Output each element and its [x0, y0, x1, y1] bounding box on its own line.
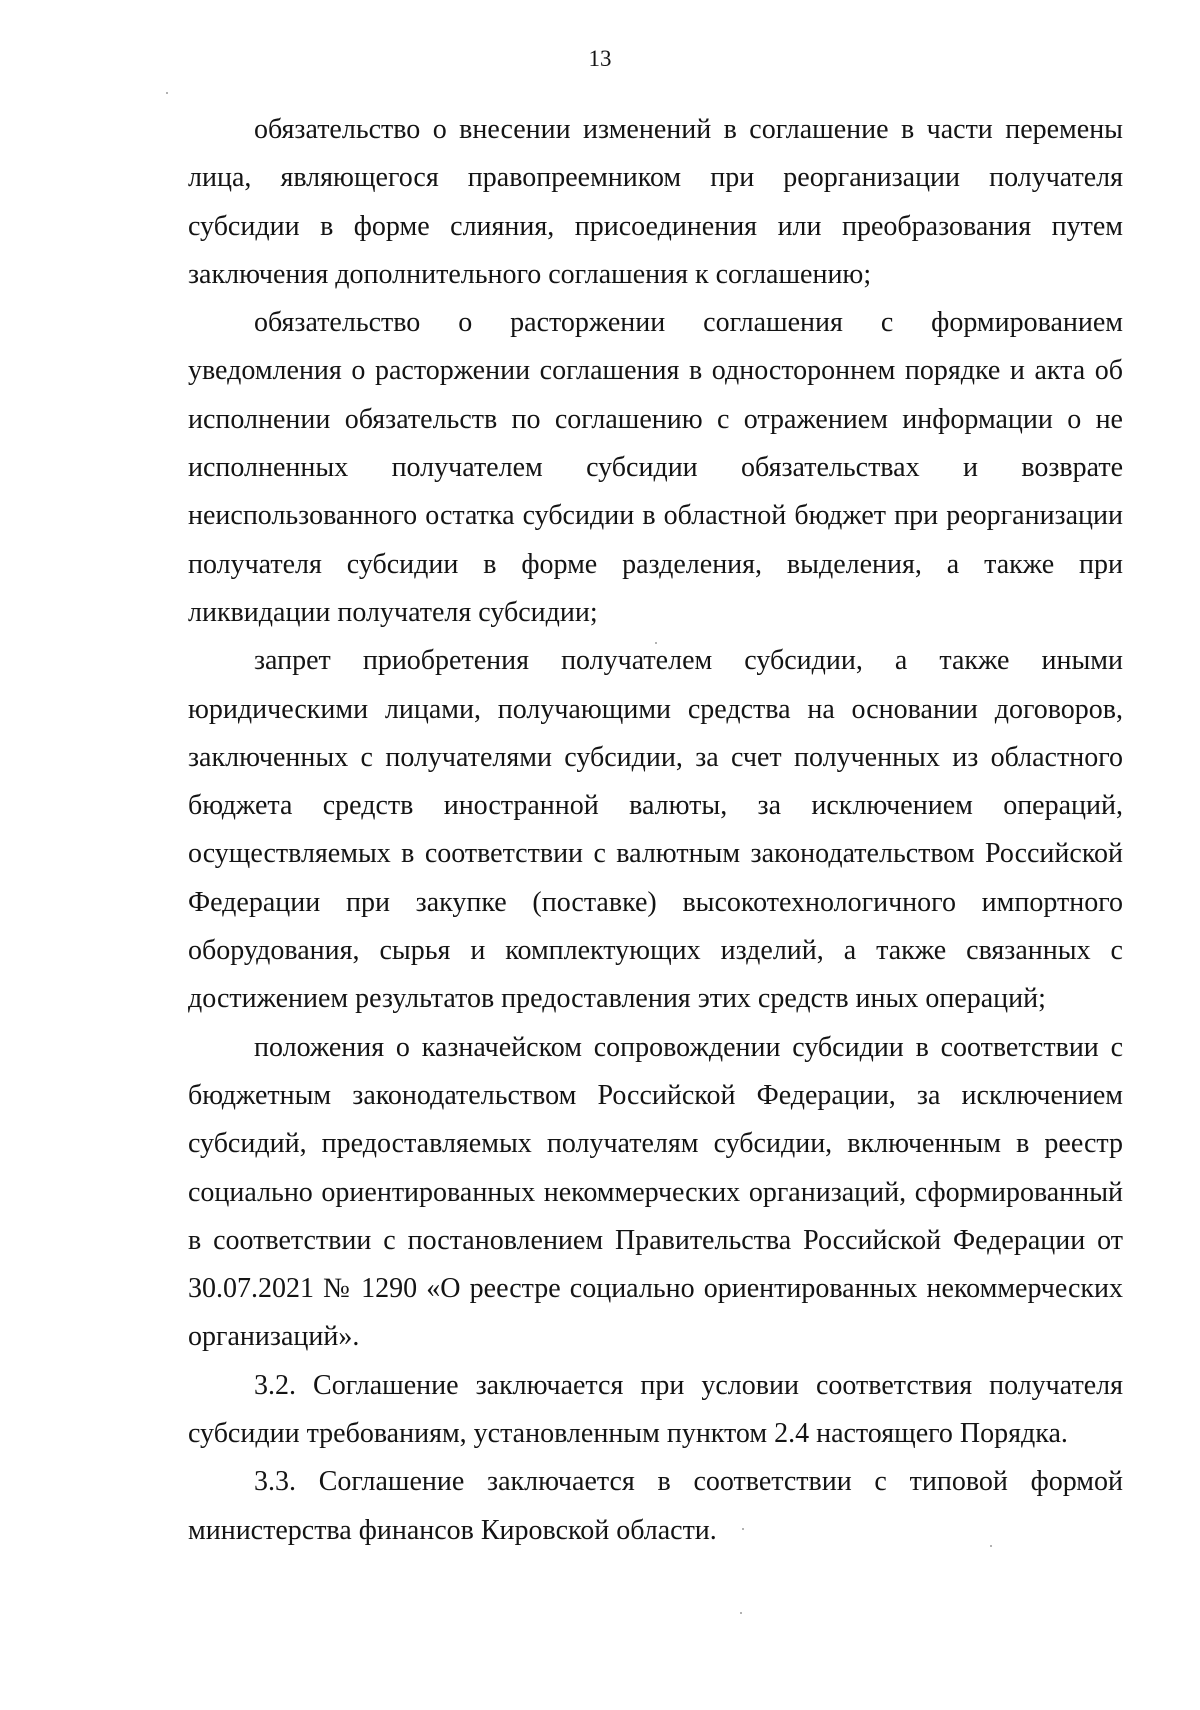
scan-speck — [655, 642, 657, 644]
scan-speck — [742, 1528, 744, 1530]
paragraph-clause-3-3: 3.3. Соглашение заключается в соответствии с типовой формой министерства финансов Кировской области. — [188, 1466, 1123, 1546]
scan-speck — [740, 1612, 742, 1614]
scan-speck — [166, 92, 168, 94]
paragraph-treasury-support: положения о казначейском сопровождении субсидии в соответствии с бюджетным законодательством Российской Федерации, за исключением субсидий, предоставляемых получателям субсидии, включенным в реестр социально ориентированных некоммерческих организаций, сформированный в соответствии с постановлением Правительства Российской Федерации от 30.07.2021 № 1290 «О реестре социально ориентированных некоммерческих организаций». — [188, 1031, 1123, 1353]
paragraph-obligation-amendment: обязательство о внесении изменений в соглашение в части перемены лица, являющегося правопреемником при реорганизации получателя субсидии в форме слияния, присоединения или преобразования путем заключения дополнительного соглашения к соглашению; — [188, 114, 1123, 290]
scan-speck — [990, 1545, 992, 1547]
paragraph-currency-prohibition: запрет приобретения получателем субсидии, а также иными юридическими лицами, получающими средства на основании договоров, заключенных с получателями субсидии, за счет полученных из областного бюджета средств иностранной валюты, за исключением операций, осуществляемых в соответствии с валютным законодательством Российской Федерации при закупке (поставке) высокотехнологичного импортного оборудования, сырья и комплектующих изделий, а также связанных с достижением результатов предоставления этих средств иных операций; — [188, 645, 1123, 1015]
paragraph-clause-3-2: 3.2. Соглашение заключается при условии соответствия получателя субсидии требованиям, установленным пунктом 2.4 настоящего Порядка. — [188, 1369, 1123, 1450]
page-number: 13 — [588, 46, 612, 71]
document-body — [188, 106, 1123, 1555]
paragraph-obligation-termination: обязательство о расторжении соглашения с формированием уведомления о расторжении соглашения в одностороннем порядке и акта об исполнении обязательств по соглашению с отражением информации о не исполненных получателем субсидии обязательствах и возврате неиспользованного остатка субсидии в областной бюджет при реорганизации получателя субсидии в форме разделения, выделения, а также при ликвидации получателя субсидии; — [188, 307, 1123, 628]
